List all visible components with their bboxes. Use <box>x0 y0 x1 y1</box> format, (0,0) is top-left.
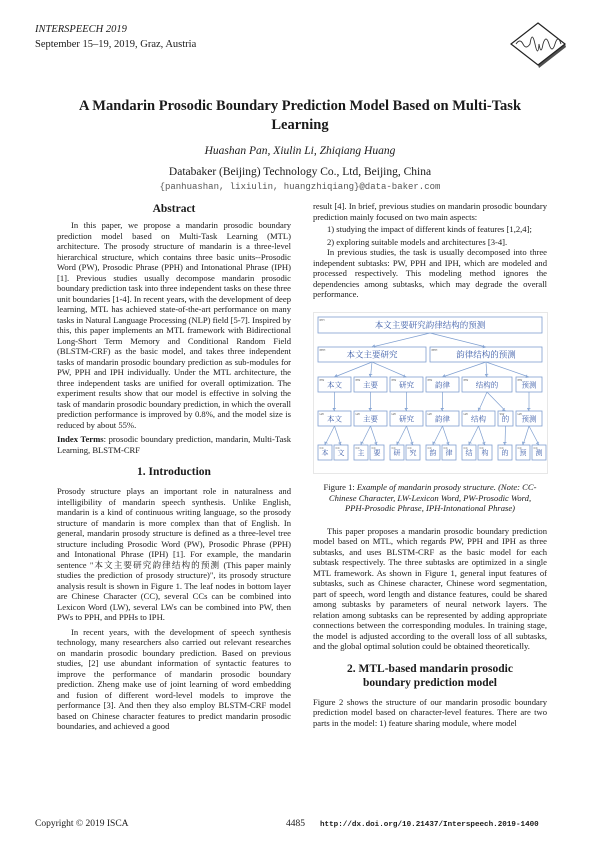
pw-node-2-label: 主要 <box>363 380 378 390</box>
abstract-text: In this paper, we propose a mandarin prosodic boundary prediction model based on Multi-Task Learning (MTL) architecture. The prosody structure of mandarin is a three-level hierarchical structure, which contains three basic units--Prosodic Word (PW), Prosodic Phrase (PPH) and Intonational Phrase (IPH) [1]. Previous studies usually decompose mandarin prosodic boundary prediction task into three independent tasks on these three unit boundaries [1-4]. In recent years, with the development of deep learning, MTL has achieved state-of-the-art performance on many tasks in Natural Language Processing (NLP) field [5-7]. Inspired by this, this paper implements an MTL framework with Bidirectional Long-Short Term Memory and Conditional Random Field (BLSTM-CRF) as the basic model, and takes three independent tasks of mandarin prosodic boundary prediction as sub-modules for PW, PPH and IPH individually. Under the MTL architecture, the three independent tasks are unified for overall optimization. The experiment results show that our model is effective in solving the task of mandarin prosodic boundary prediction, in which the overall prediction performance is improved by 0.8%, and the model size is reduced by about 55%. <box>57 220 291 430</box>
cc-node-5-tag: CC <box>391 446 396 450</box>
cc-node-3-tag: CC <box>355 446 360 450</box>
cc-node-10-tag: CC <box>479 446 484 450</box>
lw-node-7-label: 预测 <box>521 414 537 424</box>
lw-node-2-tag: LW <box>355 412 360 416</box>
list-item-1: 1) studying the impact of different kinds of features [1,2,4]; <box>327 224 532 234</box>
conference-name: INTERSPEECH 2019 <box>35 24 127 35</box>
cc-node-9-tag: CC <box>463 446 468 450</box>
left-column <box>57 202 291 732</box>
pw-node-1-tag: PW <box>319 378 325 382</box>
cc-node-4-label: 要 <box>373 449 381 458</box>
cc-node-8-label: 律 <box>445 449 453 458</box>
arrow-lw-cc-2 <box>335 426 342 445</box>
lw-node-4-tag: LW <box>427 412 432 416</box>
lw-node-6-tag: SW <box>499 412 505 416</box>
cc-node-2-label: 文 <box>337 449 345 458</box>
pw-node-6-label: 预测 <box>521 380 537 390</box>
arrow-pph-pw-6 <box>486 362 529 377</box>
cc-node-8-tag: CC <box>443 446 448 450</box>
pw-node-3-tag: PW <box>391 378 397 382</box>
doi-link[interactable]: http://dx.doi.org/10.21437/Interspeech.2019-1400 <box>320 821 539 829</box>
right-column-top <box>313 201 547 300</box>
conference-date-location: September 15–19, 2019, Graz, Austria <box>35 39 197 50</box>
lw-node-6-label: 的 <box>501 414 510 424</box>
conference-header <box>35 22 196 52</box>
pw-node-4-label: 韵律 <box>435 380 450 390</box>
arrow-pw-lw-5-head <box>478 408 481 411</box>
figure-1-label: Figure 1: <box>323 482 357 492</box>
prosody-tree-diagram <box>314 313 547 473</box>
right-paragraph-3: This paper proposes a mandarin prosodic boundary prediction model based on MTL, which regards PW, PPH and IPH as three subtasks, and uses BLSTM-CRF as the basic model for each subtask respectively. The three subtasks are optimized in a single MTL framework. As shown in Figure 1, general input features of subtasks, such as Chinese character, Chinese word segmentation, part of speech, word length and distance features, could be shared among subtasks by parameters of neural network layers. The relation among subtasks can be represented by adding appropriate connections between the corresponding modules. In training stage, the model is adjusted according to the overall loss of all subtasks, and the global optimal solution could be obtained theoretically. <box>313 525 547 651</box>
arrow-lw-cc-1 <box>325 426 335 445</box>
page-number: 4485 <box>286 819 305 829</box>
iph-node-label: 本文主要研究韵律结构的预测 <box>374 321 486 332</box>
cc-node-13-label: 测 <box>535 449 543 458</box>
arrow-lw-cc-5 <box>397 426 407 445</box>
pph-node-1-tag: PPH <box>319 348 326 352</box>
cc-node-5-label: 研 <box>393 449 401 458</box>
cc-node-10-label: 构 <box>481 449 489 458</box>
cc-node-1-tag: CC <box>319 446 324 450</box>
cc-node-9-label: 结 <box>465 449 473 458</box>
cc-node-4-tag: CC <box>371 446 376 450</box>
pw-node-5-label: 结构的 <box>475 380 499 390</box>
index-terms-text: : prosodic boundary prediction, mandarin, Multi-Task Learning, BLSTM-CRF <box>57 434 291 455</box>
iph-node-tag: IPH <box>319 318 325 322</box>
lw-node-1-tag: LW <box>319 412 324 416</box>
arrow-lw-cc-10 <box>479 426 486 445</box>
lw-node-5-label: 结构 <box>471 414 486 424</box>
lw-node-7-tag: LW <box>517 412 522 416</box>
arrow-pph-pw-3 <box>372 362 407 377</box>
arrow-lw-cc-9-head <box>469 442 472 445</box>
arrow-pw-lw-5 <box>479 392 488 411</box>
paper-affiliation: Databaker (Beijing) Technology Co., Ltd, Beijing, China <box>168 166 432 178</box>
cc-node-7-tag: CC <box>427 446 432 450</box>
figure-1-prosody-tree <box>313 312 548 474</box>
arrow-lw-cc-8 <box>443 426 450 445</box>
arrow-lw-cc-6 <box>407 426 414 445</box>
list-item-2: 2) exploring suitable models and architectures [3-4]. <box>327 236 508 247</box>
paper-authors: Huashan Pan, Xiulin Li, Zhiqiang Huang <box>204 145 396 157</box>
pw-node-2-tag: PW <box>355 378 361 382</box>
lw-node-2-label: 主要 <box>363 414 378 424</box>
arrow-lw-cc-13 <box>529 426 539 445</box>
cc-node-6-tag: CC <box>407 446 412 450</box>
cc-node-3-label: 主 <box>357 449 365 458</box>
abstract-heading: Abstract <box>152 203 196 215</box>
figure-1-caption-text: Example of mandarin prosody structure. (Note: CC-Chinese Character, LW-Lexicon Word, PW-Prosodic Word, PPH-Prosodic Phrase, IPH-Intonational Phrase) <box>328 482 537 513</box>
paper-emails: {panhuashan, lixiulin, huangzhiqiang}@data-baker.com <box>159 182 441 192</box>
lw-node-1-label: 本文 <box>327 414 342 424</box>
intro-paragraph-1: Prosody structure plays an important role in naturalness and intelligibility of mandarin speech synthesis. Unlike English, mandarin is a kind of continuous writing language, so the prosody structure of mandarin is more complex than that of English. In general, mandarin prosody structure is defined as a three-level tree structure including Prosodic Word (PW), Prosodic Phrase (PPH) and Intonational Phrase (IPH) [1]. For example, the mandarin sentence "本文主要研究韵律结构的预测 (This paper mainly studies the prediction of prosody structure)", its prosody structure analysis result is shown in Figure 1. The leaf nodes in bottom layer are Chinese Character (CC), several CCs can be combined into Lexicon Word (LW), several LWs can be combined into PW, then PWs to PPH, and PPHs to IPH. <box>57 486 291 622</box>
cc-node-11-tag: CC <box>499 446 504 450</box>
section-2-paragraph-1: Figure 2 shows the structure of our mandarin prosodic boundary prediction model based on character-level features. There are two parts in the model: 1) feature sharing module, where model <box>313 696 547 728</box>
pph-node-1-label: 本文主要研究 <box>346 350 398 361</box>
arrow-iph-pph-2 <box>430 333 486 347</box>
arrow-lw-cc-5-head <box>397 442 400 445</box>
arrow-lw-cc-7-head <box>433 442 436 445</box>
right-paragraph-1: result [4]. In brief, previous studies on mandarin prosodic boundary prediction mainly focused on two main aspects: <box>313 201 547 222</box>
arrow-lw-cc-9 <box>469 426 479 445</box>
index-terms <box>57 434 291 455</box>
right-column-bottom <box>313 482 547 728</box>
lw-node-3-label: 研究 <box>399 414 414 424</box>
pph-node-2-tag: PPH <box>431 348 438 352</box>
lw-node-5-tag: LW <box>463 412 468 416</box>
lw-node-3-tag: LW <box>391 412 396 416</box>
cc-node-6-label: 究 <box>409 449 417 458</box>
arrow-pph-pw-1 <box>335 362 373 377</box>
cc-node-13-tag: CC <box>533 446 538 450</box>
arrow-lw-cc-3-head <box>361 442 364 445</box>
arrow-pph-pw-4 <box>443 362 487 377</box>
cc-node-12-tag: CC <box>517 446 522 450</box>
pw-node-3-label: 研究 <box>399 380 414 390</box>
copyright-notice: Copyright © 2019 ISCA <box>35 819 129 829</box>
isca-logo-icon <box>508 20 568 70</box>
intro-paragraph-2: In recent years, with the development of speech synthesis technology, many researchers also carried out relevant researches on mandarin prosodic boundary prediction. Based on previous studies, [2] use abundant information of syntactic features to improve the performance of mandarin prosodic boundary prediction. Zheng make use of joint learning of word embedding and fusion of different word-level models to improve the performance [3]. And then they also employ BLSTM-CRF model based on Chinese character features to predict mandarin prosodic boundaries, and achieved a good <box>57 626 291 731</box>
cc-node-11-label: 的 <box>501 449 509 458</box>
pw-node-6-tag: PW <box>517 378 523 382</box>
arrow-lw-cc-4 <box>371 426 378 445</box>
arrow-lw-cc-1-head <box>325 442 328 445</box>
arrow-lw-cc-7 <box>433 426 443 445</box>
arrow-iph-pph-1 <box>372 333 430 347</box>
cc-node-12-label: 预 <box>519 449 527 458</box>
arrow-pw-lw-6 <box>487 392 506 411</box>
arrow-pph-pw-3-head <box>404 375 407 378</box>
index-terms-label: Index Terms <box>57 434 104 444</box>
arrow-lw-cc-3 <box>361 426 371 445</box>
pw-node-1-label: 本文 <box>327 380 342 390</box>
cc-node-2-tag: CC <box>335 446 340 450</box>
pw-node-5-tag: PW <box>463 378 469 382</box>
cc-node-7-label: 韵 <box>429 449 437 458</box>
right-paragraph-2: In previous studies, the task is usually decomposed into three independent subtasks: PW, PPH and IPH, which are modeled and processed respectively. This modeling method ignores the dependencies among subtasks, which may degrade the overall performance. <box>313 247 547 299</box>
pw-node-4-tag: PW <box>427 378 433 382</box>
section-2-heading: 2. MTL-based mandarin prosodic boundary prediction model <box>347 662 513 689</box>
paper-title: A Mandarin Prosodic Boundary Prediction Model Based on Multi-Task Learning <box>78 98 522 133</box>
lw-node-4-label: 韵律 <box>435 414 450 424</box>
cc-node-1-label: 本 <box>321 449 329 458</box>
introduction-heading: 1. Introduction <box>137 466 211 478</box>
pph-node-2-label: 韵律结构的预测 <box>456 350 516 361</box>
figure-1-caption <box>313 482 547 514</box>
arrow-lw-cc-13-head <box>537 442 540 445</box>
arrow-lw-cc-12 <box>523 426 529 445</box>
